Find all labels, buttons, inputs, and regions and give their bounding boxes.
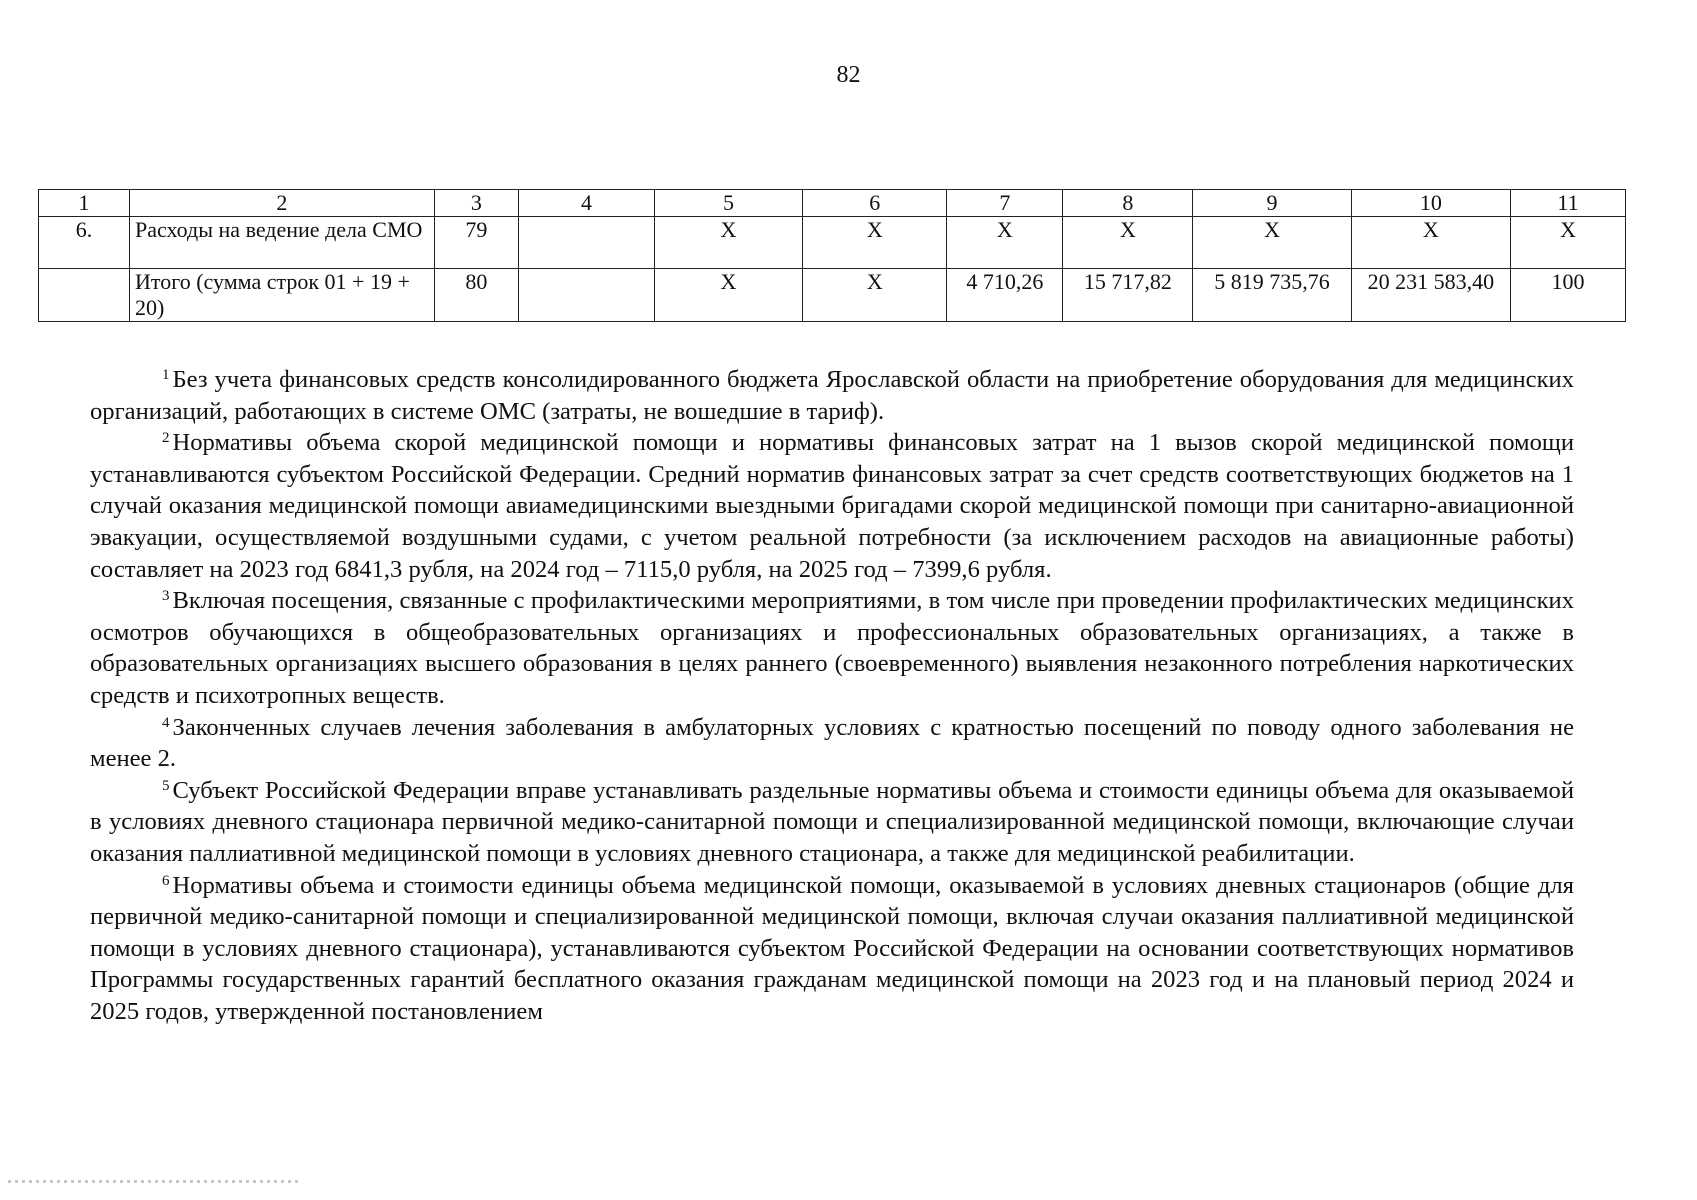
footnote-text: Нормативы объема скорой медицинской помощи и нормативы финансовых затрат на 1 вызов скорой медицинской помощи устанавливаются субъектом Российской Федерации. Средний норматив финансовых затрат за счет средств соответствующих бюджетов на 1 случай оказания медицинской помощи авиамедицинскими выездными бригадами скорой медицинской помощи при санитарно-авиационной эвакуации, осуществляемой воздушными судами, с учетом реальной потребности (за исключением расходов на авиационные работы) составляет на 2023 год 6841,3 рубля, на 2024 год – 7115,0 рубля, на 2025 год – 7399,6 рубля. [90,429,1574,583]
table-cell: Х [1063,217,1193,269]
footnote-mark: 5 [162,777,170,794]
table-cell: Расходы на ведение дела СМО [130,217,435,269]
table-cell: Х [947,217,1063,269]
table-cell [519,217,655,269]
column-number: 9 [1193,190,1351,217]
column-number: 3 [434,190,519,217]
table-row-total [39,269,1626,322]
column-number: 10 [1351,190,1510,217]
table-cell: 80 [434,269,519,322]
footnote-mark: 1 [162,367,170,383]
footnote-text: Без учета финансовых средств консолидированного бюджета Ярославской области на приобретение оборудования для медицинских организаций, работающих в системе ОМС (затраты, не вошедшие в тариф). [90,366,1574,425]
table-cell [519,269,655,322]
table-cell [39,269,130,322]
table-cell: 6. [39,217,130,269]
column-number: 7 [947,190,1063,217]
column-number-row [39,190,1626,217]
footnote [90,585,1574,711]
table-cell: Х [1193,217,1351,269]
column-number: 8 [1063,190,1193,217]
column-number: 6 [803,190,947,217]
table-cell: Х [1351,217,1510,269]
footnote-text: Нормативы объема и стоимости единицы объема медицинской помощи, оказываемой в условиях дневных стационаров (общие для первичной медико-санитарной помощи и специализированной медицинской помощи, включая случаи оказания паллиативной медицинской помощи в условиях дневного стационара), устанавливаются субъектом Российской Федерации на основании соответствующих нормативов Программы государственных гарантий бесплатного оказания гражданам медицинской помощи на 2023 год и на плановый период 2024 и 2025 годов, утвержденной постановлением [90,871,1574,1025]
table-cell: 20 231 583,40 [1351,269,1510,322]
table-cell: 4 710,26 [947,269,1063,322]
footnote [90,775,1574,870]
table-cell: Х [1511,217,1626,269]
column-number: 1 [39,190,130,217]
column-number: 2 [130,190,435,217]
footnote-mark: 2 [162,430,170,447]
table-cell: Х [803,217,947,269]
table-cell: 5 819 735,76 [1193,269,1351,322]
table-cell: 79 [434,217,519,269]
footnote-mark: 3 [162,588,170,605]
footnote [90,712,1574,775]
column-number: 11 [1511,190,1626,217]
table-row [39,217,1626,269]
footnote-text: Включая посещения, связанные с профилактическими мероприятиями, в том числе при проведении профилактических медицинских осмотров обучающихся в общеобразовательных организациях и профессиональных образовательных организациях, а также в образовательных организациях высшего образования в целях раннего (своевременного) выявления незаконного потребления наркотических средств и психотропных веществ. [90,587,1574,709]
footnote-text: Законченных случаев лечения заболевания в амбулаторных условиях с кратностью посещений по поводу одного заболевания не менее 2. [90,713,1574,773]
scan-artifact [8,1180,298,1183]
table-cell: Итого (сумма строк 01 + 19 + 20) [130,269,435,322]
table-cell: Х [803,269,947,322]
table-cell: Х [654,269,803,322]
footnote [90,870,1574,1028]
footnotes [90,364,1574,1027]
footnote-text: Субъект Российской Федерации вправе устанавливать раздельные нормативы объема и стоимости единицы объема для оказываемой в условиях дневного стационара первичной медико-санитарной помощи и специализированной медицинской помощи, включающие случаи оказания паллиативной медицинской помощи в условиях дневного стационара, а также для медицинской реабилитации. [90,776,1574,867]
footnote [90,364,1574,427]
footnote-mark: 4 [162,714,170,731]
expenses-table [38,189,1626,322]
footnote [90,427,1574,585]
page-number: 82 [836,62,861,88]
table-cell: 15 717,82 [1063,269,1193,322]
footnote-mark: 6 [162,872,170,889]
table-cell: 100 [1511,269,1626,322]
column-number: 5 [654,190,803,217]
table-cell: Х [654,217,803,269]
column-number: 4 [519,190,655,217]
